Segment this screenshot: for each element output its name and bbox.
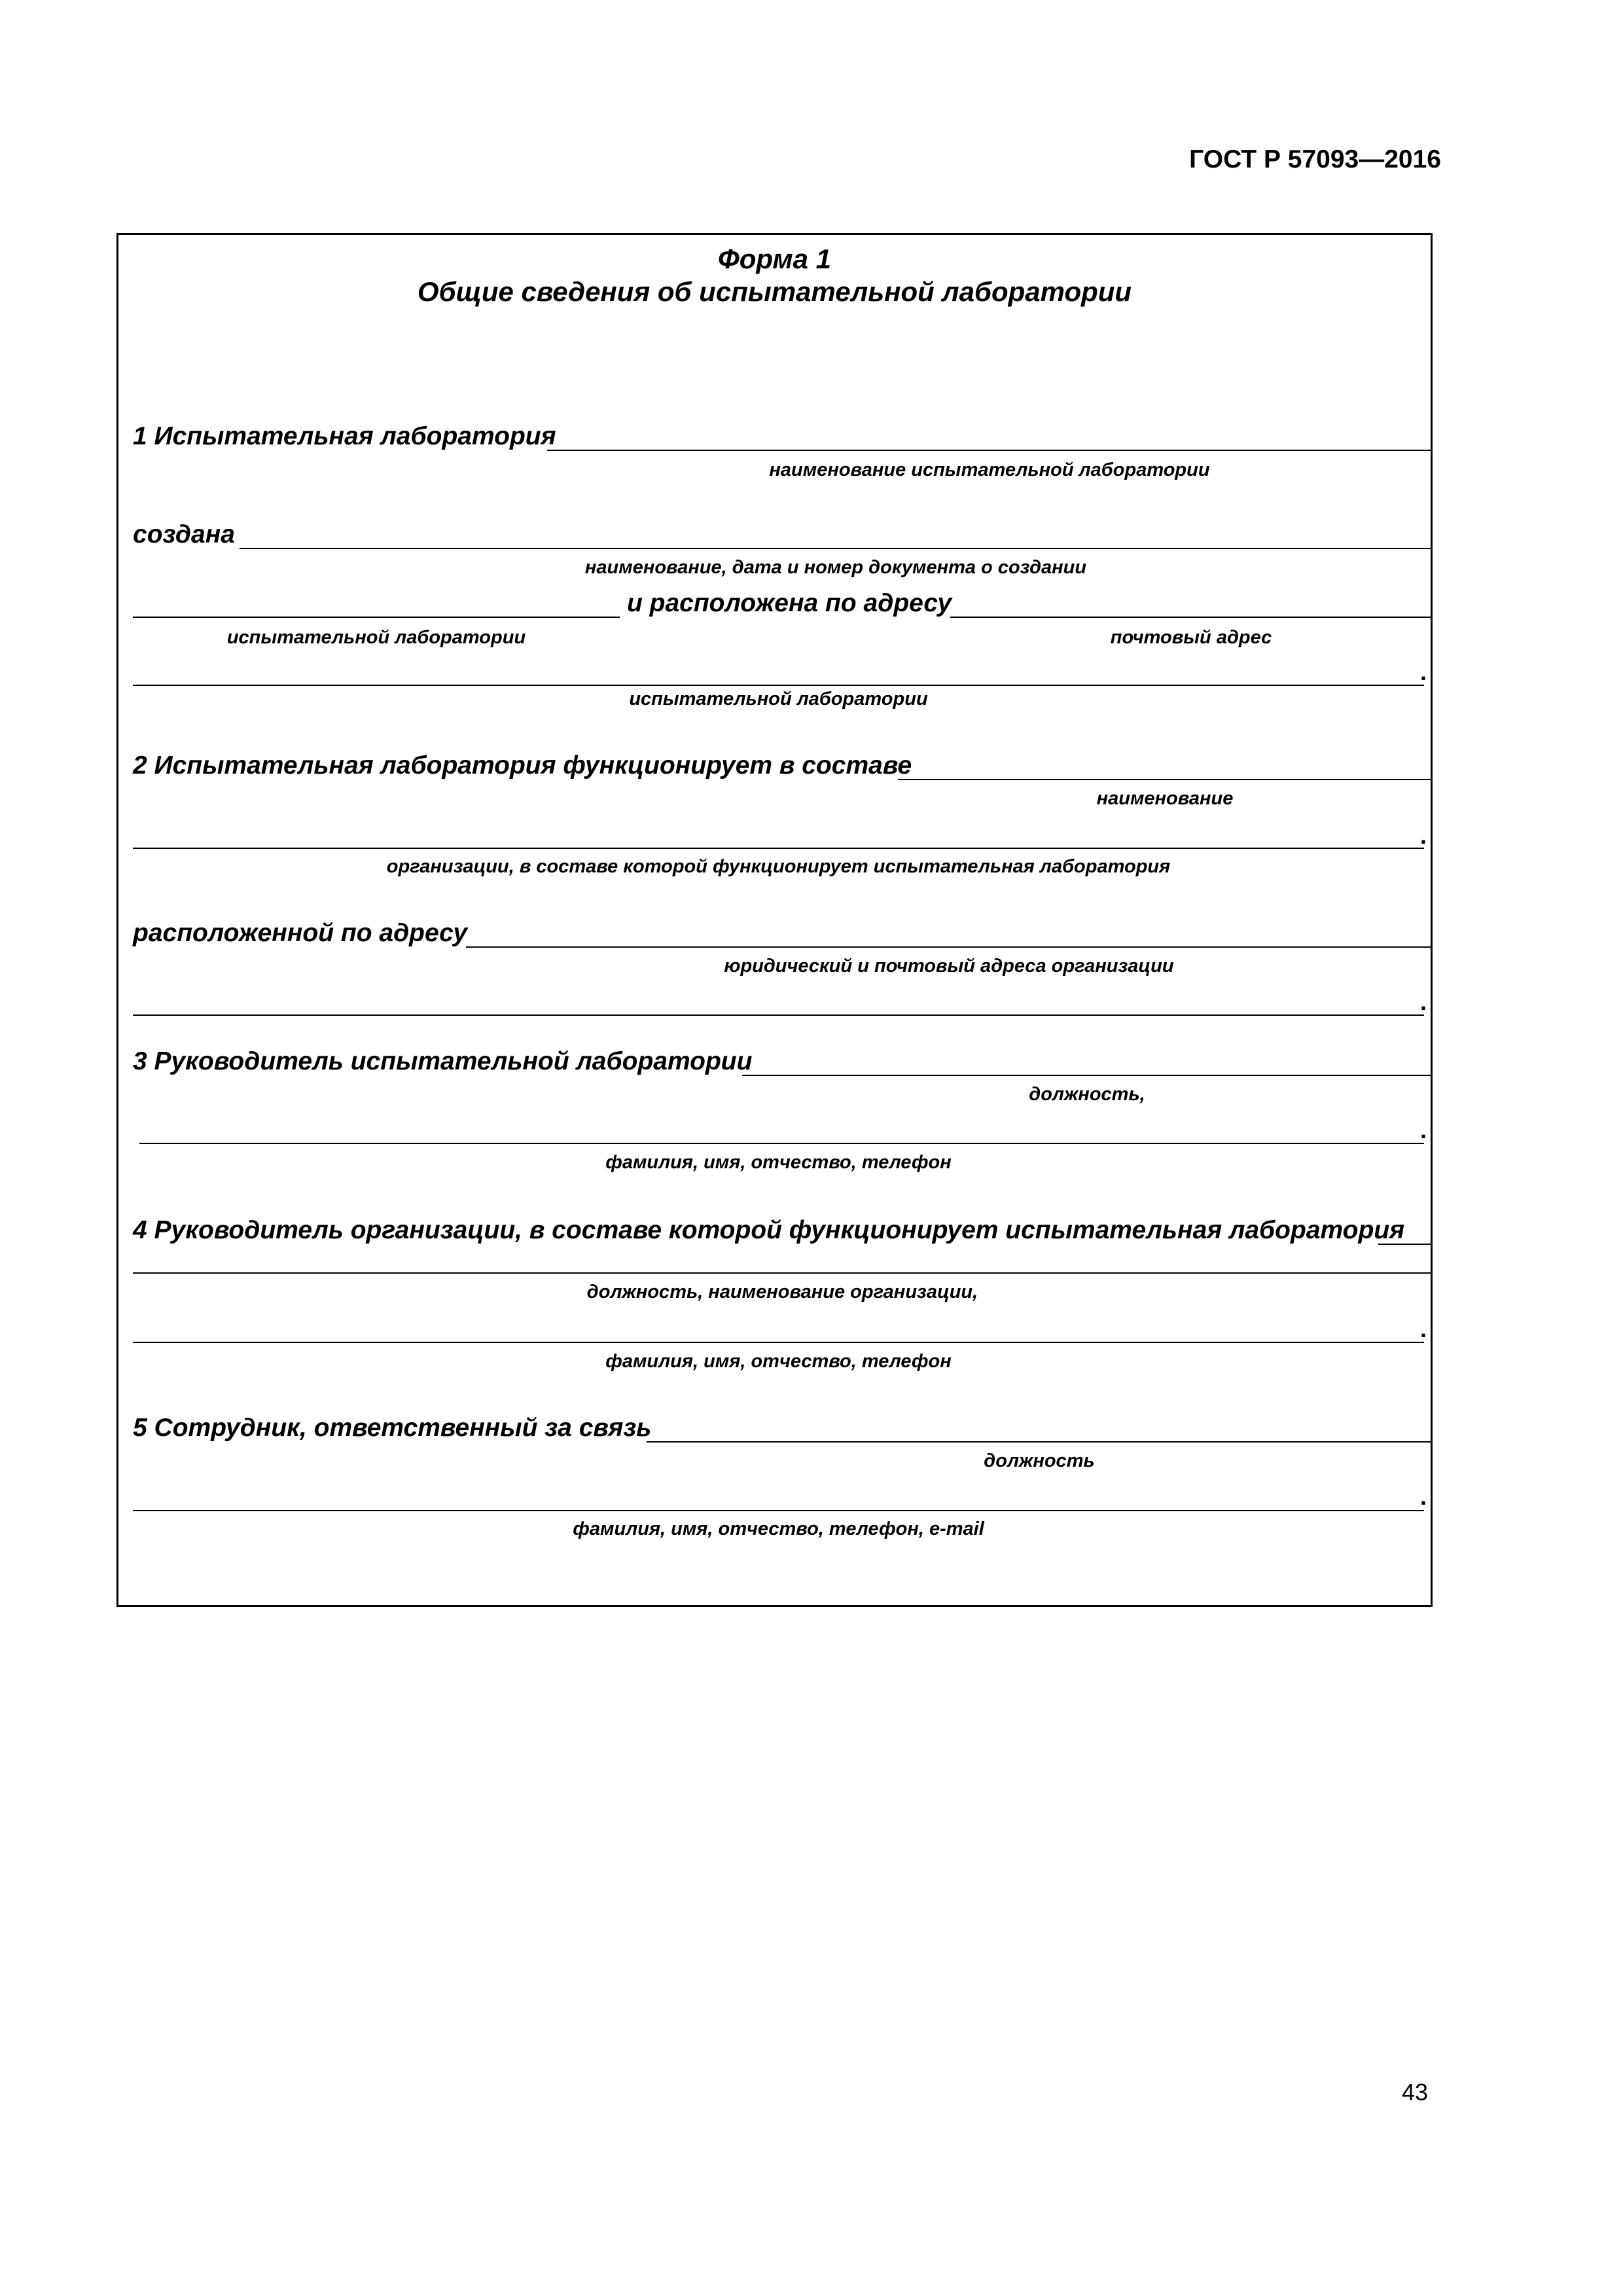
located-caption-right: почтовый адрес xyxy=(1110,627,1272,648)
section-2-label: 2 Испытательная лаборатория функционирует в составе xyxy=(133,751,912,780)
org-head-position-field-continued[interactable] xyxy=(133,1272,1432,1274)
lab-name-field[interactable] xyxy=(547,450,1432,451)
lab-head-position-field[interactable] xyxy=(742,1075,1432,1076)
address-caption: испытательной лаборатории xyxy=(629,689,928,709)
form-number: Форма 1 xyxy=(717,243,831,274)
org-head-name-field[interactable] xyxy=(133,1342,1424,1343)
period-mark: . xyxy=(1420,988,1427,1015)
contact-name-field[interactable] xyxy=(133,1510,1424,1511)
created-doc-field-continued[interactable] xyxy=(133,617,620,618)
org-name-caption: наименование xyxy=(1096,788,1234,809)
page-number: 43 xyxy=(1401,2079,1428,2106)
standard-id: ГОСТ Р 57093—2016 xyxy=(1189,145,1441,173)
contact-position-caption: должность xyxy=(984,1450,1095,1471)
org-head-position-caption: должность, наименование организации, xyxy=(586,1282,978,1302)
section-5-label: 5 Сотрудник, ответственный за связь xyxy=(133,1414,652,1442)
org-caption: организации, в составе которой функционирует испытательная лаборатория xyxy=(386,856,1171,877)
located-caption-left: испытательной лаборатории xyxy=(226,627,526,648)
lab-head-name-field[interactable] xyxy=(139,1143,1424,1144)
section-1-label: 1 Испытательная лаборатория xyxy=(133,422,556,450)
period-mark: . xyxy=(1420,658,1427,685)
created-doc-field[interactable] xyxy=(240,548,1432,549)
org-address-label: расположенной по адресу xyxy=(133,919,468,947)
org-address-field-continued[interactable] xyxy=(133,1014,1424,1016)
contact-position-field[interactable] xyxy=(647,1441,1432,1443)
period-mark: . xyxy=(1420,1117,1427,1143)
postal-address-field[interactable] xyxy=(950,617,1432,618)
org-name-field[interactable] xyxy=(898,779,1432,780)
org-address-field[interactable] xyxy=(466,946,1432,948)
org-address-caption: юридический и почтовый адреса организации xyxy=(724,956,1174,977)
lab-head-name-caption: фамилия, имя, отчество, телефон xyxy=(605,1152,952,1173)
period-mark: . xyxy=(1420,822,1427,849)
created-doc-caption: наименование, дата и номер документа о создании xyxy=(584,557,1087,578)
org-head-position-field[interactable] xyxy=(1378,1244,1432,1245)
section-3-label: 3 Руководитель испытательной лаборатории xyxy=(133,1047,753,1075)
lab-head-position-caption: должность, xyxy=(1029,1084,1145,1105)
contact-name-caption: фамилия, имя, отчество, телефон, e-mail xyxy=(573,1518,984,1539)
created-label: создана xyxy=(133,520,235,548)
org-head-name-caption: фамилия, имя, отчество, телефон xyxy=(605,1351,952,1372)
period-mark: . xyxy=(1420,1316,1427,1342)
period-mark: . xyxy=(1420,1483,1427,1510)
postal-address-field-continued[interactable] xyxy=(133,685,1424,686)
located-label: и расположена по адресу xyxy=(627,589,952,617)
section-4-label: 4 Руководитель организации, в составе которой функционирует испытательная лаборатория xyxy=(133,1216,1405,1244)
lab-name-caption: наименование испытательной лаборатории xyxy=(769,459,1210,480)
org-name-field-continued[interactable] xyxy=(133,848,1424,849)
form-title: Общие сведения об испытательной лаборатории xyxy=(417,276,1132,307)
